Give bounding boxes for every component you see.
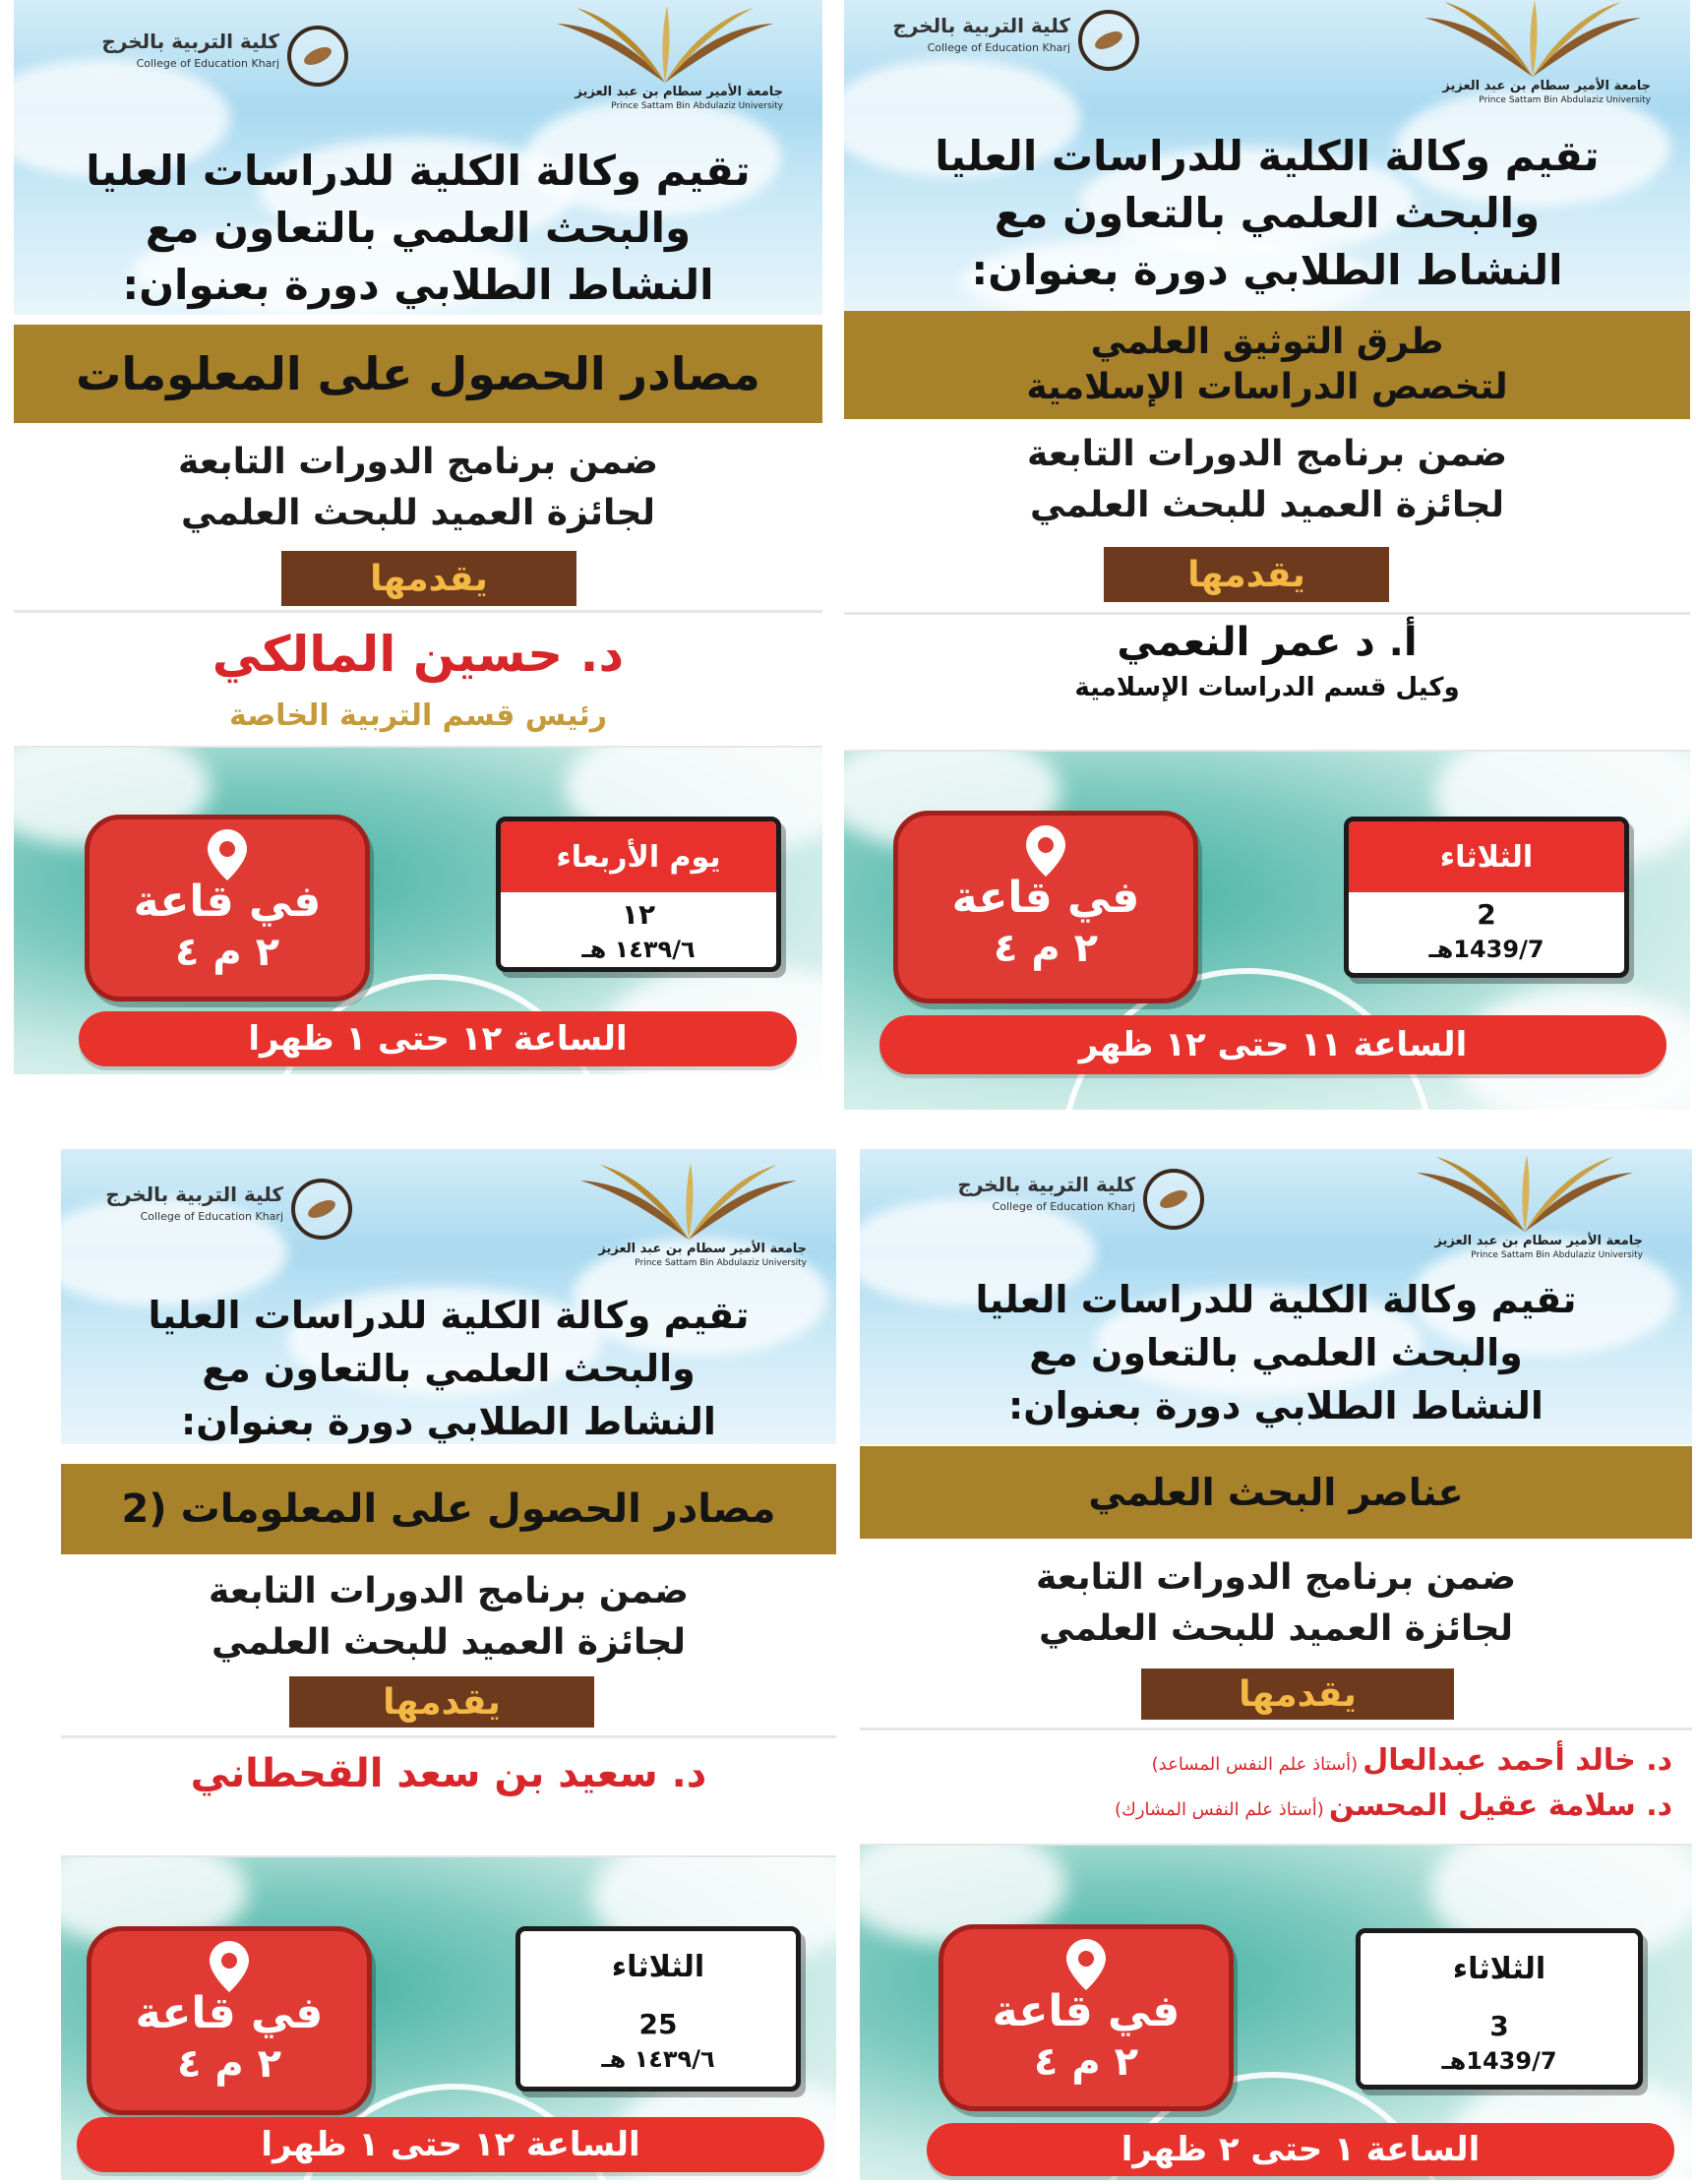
divider <box>61 1735 836 1738</box>
calendar-day: الثلاثاء <box>520 1931 796 2002</box>
intro-line: النشاط الطلابي دورة بعنوان: <box>122 261 714 309</box>
time-bar: الساعة ١١ حتى ١٢ ظهر <box>879 1015 1666 1074</box>
college-logo <box>919 1169 1243 1238</box>
college-logo <box>63 26 388 94</box>
calendar-date-day: 3 <box>1489 2010 1509 2042</box>
room-number: ٢ م ٤ <box>176 2041 281 2087</box>
college-name: كلية التربية بالخرج <box>105 1183 283 1206</box>
divider <box>14 610 822 613</box>
university-name: جامعة الأمير سطام بن عبد العزيز <box>575 85 783 99</box>
university-logo <box>1377 1155 1672 1263</box>
university-logo <box>517 6 813 114</box>
course-title-bar <box>14 325 822 423</box>
location-box <box>85 815 370 1001</box>
calendar-card <box>1344 817 1629 978</box>
intro-line: النشاط الطلابي دورة بعنوان: <box>1008 1384 1544 1427</box>
university-name: جامعة الأمير سطام بن عبد العزيز <box>1442 79 1651 93</box>
event-details-panel <box>860 1846 1692 2180</box>
college-emblem-icon <box>287 26 348 87</box>
room-number: ٢ م ٤ <box>1033 2039 1138 2085</box>
intro-line: تقيم وكالة الكلية للدراسات العليا <box>975 1278 1577 1321</box>
intro-line: والبحث العلمي بالتعاون مع <box>145 204 692 252</box>
university-logo <box>541 1163 836 1271</box>
presenter-role: رئيس قسم التربية الخاصة <box>229 698 607 733</box>
event-details-panel <box>844 752 1690 1110</box>
calendar-card <box>515 1926 801 2092</box>
open-book-icon <box>1417 1155 1633 1234</box>
intro-text <box>26 143 811 314</box>
college-name-en: College of Education Kharj <box>927 41 1070 54</box>
presenter-entry <box>870 1789 1672 1823</box>
university-name: جامعة الأمير سطام بن عبد العزيز <box>598 1242 807 1256</box>
location-pin-icon <box>210 1941 249 1992</box>
poster-card <box>14 0 822 1074</box>
intro-line: والبحث العلمي بالتعاون مع <box>1029 1331 1523 1374</box>
divider <box>860 1728 1692 1730</box>
course-title: لتخصص الدراسات الإسلامية <box>1026 367 1508 407</box>
intro-line: تقيم وكالة الكلية للدراسات العليا <box>935 132 1600 180</box>
presenter-name: د. خالد أحمد عبدالعال <box>1363 1743 1672 1778</box>
program-line: ضمن برنامج الدورات التابعة <box>177 442 659 482</box>
presenter-name: د. سعيد بن سعد القحطاني <box>190 1751 707 1796</box>
presents-label: يقدمها <box>1141 1668 1454 1720</box>
presenter-role: (أستاذ علم النفس المساعد) <box>1151 1754 1359 1775</box>
event-details-panel <box>61 1857 836 2180</box>
calendar-date-hijri: ١٤٣٩/٦ هـ <box>581 936 696 963</box>
calendar-date-day: ١٢ <box>621 898 656 931</box>
intro-text <box>856 128 1678 299</box>
college-logo <box>67 1179 392 1247</box>
location-box <box>939 1924 1234 2111</box>
university-name-en: Prince Sattam Bin Abdulaziz University <box>1471 1250 1643 1260</box>
open-book-icon <box>1424 0 1641 79</box>
calendar-card <box>496 817 781 972</box>
room-number: ٢ م ٤ <box>993 926 1098 971</box>
intro-line: النشاط الطلابي دورة بعنوان: <box>181 1400 716 1443</box>
location-box <box>893 811 1198 1003</box>
intro-line: تقيم وكالة الكلية للدراسات العليا <box>86 147 751 195</box>
divider <box>844 612 1690 615</box>
calendar-day: يوم الأربعاء <box>501 821 776 892</box>
intro-line: النشاط الطلابي دورة بعنوان: <box>971 246 1563 294</box>
time-bar: الساعة ١٢ حتى ١ ظهرا <box>77 2117 824 2172</box>
calendar-card <box>1356 1928 1643 2090</box>
program-line: ضمن برنامج الدورات التابعة <box>1026 434 1508 474</box>
course-title-bar <box>844 311 1690 419</box>
program-line: لجائزة العميد للبحث العلمي <box>1030 485 1504 525</box>
location-pin-icon <box>1026 825 1065 877</box>
location-pin-icon <box>208 829 247 880</box>
program-line: لجائزة العميد للبحث العلمي <box>1039 1608 1513 1649</box>
college-name-en: College of Education Kharj <box>992 1200 1135 1213</box>
course-title: مصادر الحصول على المعلومات <box>76 347 760 400</box>
time-bar: الساعة ١ حتى ٢ ظهرا <box>927 2123 1674 2176</box>
calendar-date-day: 25 <box>638 2008 678 2040</box>
poster-card <box>844 0 1690 1110</box>
program-text <box>870 1552 1682 1655</box>
calendar-day: الثلاثاء <box>1361 1933 1638 2004</box>
course-title-bar <box>61 1464 836 1554</box>
intro-text <box>872 1273 1680 1432</box>
program-line: ضمن برنامج الدورات التابعة <box>208 1571 690 1611</box>
presents-label: يقدمها <box>289 1676 594 1728</box>
program-line: لجائزة العميد للبحث العلمي <box>212 1622 686 1663</box>
university-name-en: Prince Sattam Bin Abdulaziz University <box>1479 95 1651 105</box>
calendar-date-hijri: 1439/7هـ <box>1441 2047 1557 2075</box>
location-label: في قاعة <box>951 873 1140 923</box>
location-label: في قاعة <box>133 877 322 927</box>
college-logo <box>854 10 1179 79</box>
poster-card <box>860 1149 1692 2180</box>
room-number: ٢ م ٤ <box>174 930 279 975</box>
college-emblem-icon <box>291 1179 352 1240</box>
university-name: جامعة الأمير سطام بن عبد العزيز <box>1434 1234 1643 1248</box>
presenter-role: وكيل قسم الدراسات الإسلامية <box>1074 673 1460 702</box>
location-label: في قاعة <box>135 1988 324 2038</box>
location-label: في قاعة <box>992 1986 1181 2036</box>
program-text <box>71 1566 826 1668</box>
college-name: كلية التربية بالخرج <box>101 30 279 53</box>
event-details-panel <box>14 748 822 1074</box>
presenter-name: د. حسين المالكي <box>212 626 625 683</box>
university-name-en: Prince Sattam Bin Abdulaziz University <box>635 1258 807 1268</box>
calendar-day: الثلاثاء <box>1349 821 1624 892</box>
poster-card <box>61 1149 836 2180</box>
intro-line: والبحث العلمي بالتعاون مع <box>994 189 1541 237</box>
intro-line: والبحث العلمي بالتعاون مع <box>202 1347 696 1390</box>
university-name-en: Prince Sattam Bin Abdulaziz University <box>611 101 783 111</box>
college-name: كلية التربية بالخرج <box>892 14 1070 37</box>
course-title: عناصر البحث العلمي <box>1088 1471 1464 1514</box>
presenter-role: (أستاذ علم النفس المشارك) <box>1114 1799 1324 1820</box>
university-logo <box>1385 0 1680 108</box>
location-box <box>87 1926 372 2115</box>
course-title: طرق التوثيق العلمي <box>1090 322 1444 362</box>
location-pin-icon <box>1066 1939 1106 1990</box>
college-emblem-icon <box>1078 10 1139 71</box>
program-line: لجائزة العميد للبحث العلمي <box>181 493 655 533</box>
college-name-en: College of Education Kharj <box>140 1210 283 1223</box>
calendar-date-day: 2 <box>1477 898 1496 931</box>
open-book-icon <box>580 1163 797 1242</box>
presenter-name: د. سلامة عقيل المحسن <box>1328 1789 1672 1823</box>
presenter-entry <box>870 1743 1672 1778</box>
course-title-bar <box>860 1446 1692 1539</box>
program-line: ضمن برنامج الدورات التابعة <box>1035 1557 1517 1598</box>
calendar-date-hijri: ١٤٣٩/٦ هـ <box>601 2045 715 2073</box>
college-emblem-icon <box>1143 1169 1204 1230</box>
open-book-icon <box>557 6 773 85</box>
college-name-en: College of Education Kharj <box>136 57 279 70</box>
presents-label: يقدمها <box>281 551 576 606</box>
intro-line: تقيم وكالة الكلية للدراسات العليا <box>148 1294 750 1337</box>
presents-label: يقدمها <box>1104 547 1389 602</box>
calendar-date-hijri: 1439/7هـ <box>1428 936 1545 963</box>
college-name: كلية التربية بالخرج <box>957 1173 1135 1196</box>
time-bar: الساعة ١٢ حتى ١ ظهرا <box>79 1011 797 1066</box>
program-text <box>854 429 1680 531</box>
program-text <box>24 437 813 539</box>
intro-text <box>73 1289 824 1448</box>
course-title: مصادر الحصول على المعلومات (2 <box>121 1486 776 1532</box>
presenter-name: أ. د عمر النعمي <box>1117 620 1418 665</box>
